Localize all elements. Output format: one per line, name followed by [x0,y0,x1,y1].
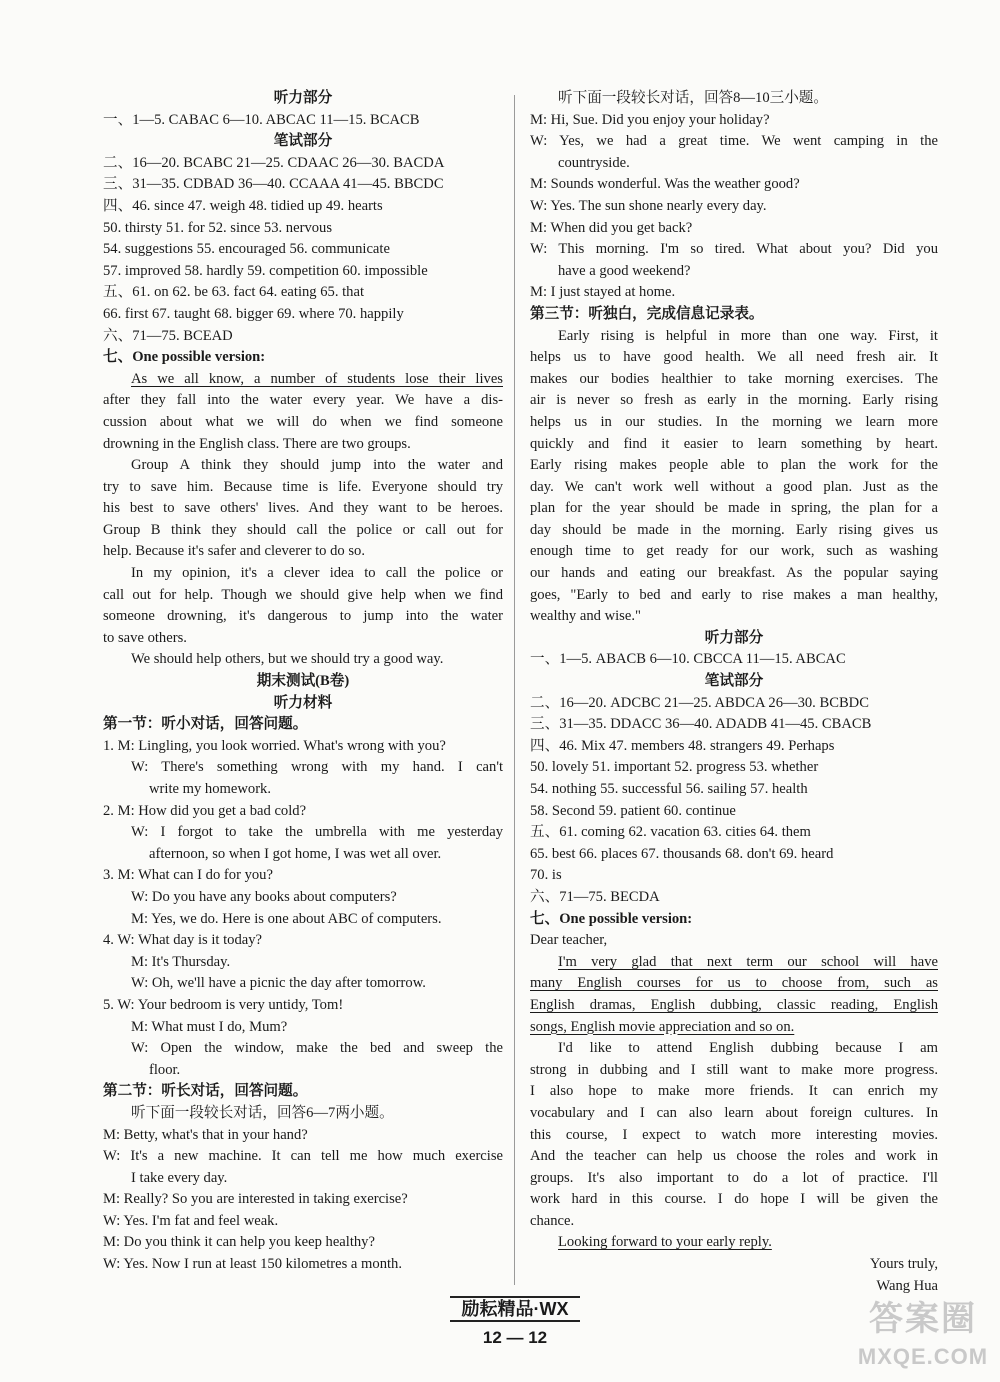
text-line [103,995,503,1017]
text-line-content: 4. W: What day is it today? [103,932,263,949]
text-line [103,412,503,434]
text-line-content: 2. M: How did you get a bad cold? [103,802,307,819]
text-line [530,304,938,326]
text-line [530,844,938,866]
text-line-content: helps us to have good health. We all need fresh air. It [530,349,938,366]
text-line-content: his best to save others' lives. And they want to be heroes. [103,500,503,517]
text-line [103,110,503,132]
text-line-content: write my homework. [149,781,271,797]
text-line [103,390,503,412]
text-line [103,952,503,974]
text-line [530,995,938,1017]
text-line [103,606,503,628]
text-line [530,585,938,607]
text-line [530,520,938,542]
text-line [530,1232,938,1254]
text-line [103,1211,503,1233]
text-line [103,196,503,218]
watermark-url: MXQE.COM [857,1344,989,1369]
text-line-content: 听下面一段较长对话，回答8—10三小题。 [558,90,828,106]
text-line [103,563,503,585]
text-line [530,779,938,801]
text-line [530,1146,938,1168]
text-line [103,865,503,887]
text-line [103,844,503,866]
text-line [103,714,503,736]
text-line [103,1168,503,1190]
text-line [530,1081,938,1103]
text-line-content: M: I just stayed at home. [530,284,676,301]
text-line-content: W: Oh, we'll have a picnic the day after tomorrow. [131,975,426,992]
text-line-content: our hands and eating our breakfast. As the popular saying [530,565,938,582]
text-line [530,282,938,304]
text-line-content: 听力部分 [704,629,764,646]
text-line-content: day should be made in the morning. Early rising gives us [530,521,938,538]
text-line [530,714,938,736]
text-line [530,1189,938,1211]
text-line-content: W: Yes. Now I run at least 150 kilometres a month. [103,1256,402,1273]
text-line [103,757,503,779]
text-line [103,1081,503,1103]
text-line-content: We should help others, but we should try a good way. [131,651,444,668]
text-line-content: Early rising is helpful in more than one way. First, it [558,327,938,344]
text-line [103,347,503,369]
text-line-content: 五、61. on 62. be 63. fact 64. eating 65. that [103,284,365,301]
text-line-content: songs, English movie appreciation and so on. [530,1018,795,1035]
text-line-content: 七、One possible version: [530,910,693,927]
text-line [103,1060,503,1082]
text-line [530,153,938,175]
text-line-content: W: There's something wrong with my hand. I can't [131,759,503,776]
text-line [103,930,503,952]
text-line [103,520,503,542]
text-line-content: countryside. [558,154,630,171]
text-line [530,736,938,758]
text-line-content: 50. thirsty 51. for 52. since 53. nervous [103,219,333,236]
text-line-content: Group B think they should call the police or call out for [103,521,503,538]
text-line-content: W: I forgot to take the umbrella with me yesterday [131,824,503,841]
text-line [530,649,938,671]
text-line-content: Wang Hua [876,1277,938,1294]
text-line-content: Looking forward to your early reply. [558,1234,772,1251]
text-line-content: I'm very glad that next term our school will have [558,953,938,970]
text-line-content: 五、61. coming 62. vacation 63. cities 64. them [530,824,811,841]
text-line-content: 期末测试(B卷) [256,673,350,690]
text-line-content: 54. suggestions 55. encouraged 56. communicate [103,241,390,258]
text-line-content: 四、46. Mix 47. members 48. strangers 49. Perhaps [530,737,835,754]
text-line [103,671,503,693]
text-line [530,196,938,218]
text-line [530,110,938,132]
text-line-content: 一、1—5. CABAC 6—10. ABCAC 11—15. BCACB [103,111,420,128]
text-line [530,628,938,650]
text-line [103,498,503,520]
text-line [103,693,503,715]
text-line-content: 65. best 66. places 67. thousands 68. don't 69. heard [530,845,834,862]
text-line [530,369,938,391]
text-line-content: 57. improved 58. hardly 59. competition 60. impossible [103,262,428,279]
text-line-content: 听力材料 [273,694,333,711]
text-line [103,887,503,909]
text-line [530,131,938,153]
text-line [103,1125,503,1147]
text-line-content: M: Really? So you are interested in taking exercise? [103,1191,408,1208]
text-line [530,174,938,196]
page-number: 12 — 12 [482,1328,548,1347]
text-line [103,1232,503,1254]
text-line-content: 50. lovely 51. important 52. progress 53. whether [530,759,819,776]
text-line-content: M: What must I do, Mum? [131,1018,288,1035]
text-line-content: 第一节：听小对话，回答问题。 [103,716,308,733]
text-line-content: 第三节：听独白，完成信息记录表。 [530,305,764,322]
text-line-content: 58. Second 59. patient 60. continue [530,802,736,819]
text-line [103,1103,503,1125]
text-line-content: I also hope to make more friends. It can enrich my [530,1083,938,1100]
text-line [103,88,503,110]
footer-brand: 励耘精品·WX [440,1296,590,1322]
text-line-content: As we all know, a number of students lose their lives [131,370,503,387]
text-line-content: 七、One possible version: [103,349,266,366]
text-line [103,261,503,283]
text-line-content: 二、16—20. BCABC 21—25. CDAAC 26—30. BACDA [103,154,445,171]
text-line-content: cussion about what we will do when we find someone [103,413,503,430]
text-line [103,736,503,758]
text-line-content: 四、46. since 47. weigh 48. tidied up 49. hearts [103,197,383,214]
text-line-content: have a good weekend? [558,262,691,279]
text-line-content: work hard in this course. I do hope I will be given the [530,1191,938,1208]
text-line [530,563,938,585]
text-line-content: 70. is [530,867,562,884]
text-line [103,1146,503,1168]
text-line [530,88,938,110]
text-line [530,930,938,952]
text-line [530,1038,938,1060]
text-line [103,239,503,261]
text-line [103,585,503,607]
text-line-content: And the teacher can help us choose the roles and work in [530,1148,938,1165]
text-line-content: W: Open the window, make the bed and sweep the [131,1040,503,1057]
text-line-content: M: When did you get back? [530,219,693,236]
text-line-content: 66. first 67. taught 68. bigger 69. where 70. happily [103,305,404,322]
text-line [103,1254,503,1276]
text-line-content: makes our bodies healthier to take morning exercises. The [530,370,938,387]
text-line [103,282,503,304]
text-line [530,973,938,995]
text-line-content: 一、1—5. ABACB 6—10. CBCCA 11—15. ABCAC [530,651,846,668]
text-line-content: 听下面一段较长对话，回答6—7两小题。 [131,1104,394,1121]
text-line-content: chance. [530,1212,575,1229]
text-line-content: W: It's a new machine. It can tell me how much exercise [103,1148,503,1165]
text-line [103,174,503,196]
text-line-content: enough time to get ready for our work, such as washing [530,543,938,560]
text-line [103,131,503,153]
text-line-content: 听力部分 [273,90,333,106]
text-line [530,261,938,283]
text-line [530,693,938,715]
text-line-content: someone drowning, it's dangerous to jump into the water [103,608,503,625]
text-line [103,909,503,931]
text-line-content: after they fall into the water every year. We have a dis- [103,392,503,409]
text-line-content: W: This morning. I'm so tired. What about you? Did you [530,241,938,258]
text-line [530,390,938,412]
text-line-content: try to save him. Because time is life. Everyone should try [103,478,503,495]
text-line-content: air is never so fresh as early in the morning. Early rising [530,392,938,409]
text-line [530,477,938,499]
text-line [530,1211,938,1233]
text-line-content: W: Yes. The sun shone nearly every day. [530,197,767,214]
text-line [103,1038,503,1060]
text-line [530,498,938,520]
text-line-content: groups. It's also important to do a lot of practice. I'll [530,1169,938,1186]
text-line-content: M: Yes, we do. Here is one about ABC of computers. [131,910,442,927]
text-line-content: wealthy and wise." [530,608,641,625]
text-line [103,801,503,823]
text-line-content: I take every day. [131,1169,228,1186]
watermark-title: 答案圈 [869,1300,977,1338]
text-line [530,218,938,240]
text-line [530,909,938,931]
text-line [103,304,503,326]
text-line [530,822,938,844]
text-line [103,153,503,175]
text-line-content: W: Yes, we had a great time. We went camping in the [530,133,938,150]
text-line-content: afternoon, so when I got home, I was wet all over. [149,845,442,862]
text-line-content: floor. [149,1061,181,1078]
text-line-content: vocabulary and I can also learn about foreign cultures. In [530,1104,938,1121]
text-line [103,369,503,391]
column-divider [514,95,515,1285]
text-line-content: strong in dubbing and I still want to make more progress. [530,1061,938,1078]
text-line [530,326,938,348]
left-column [103,88,503,1276]
text-line-content: Dear teacher, [530,932,608,949]
text-line [103,779,503,801]
text-line-content: M: Sounds wonderful. Was the weather good? [530,176,800,193]
text-line-content: many English courses for us to choose from, such as [530,975,938,992]
text-line-content: 六、71—75. BECDA [530,888,660,905]
text-line [530,887,938,909]
text-line-content: I'd like to attend English dubbing because I am [558,1040,938,1057]
text-line-content: 笔试部分 [273,133,333,150]
text-line-content: help. Because it's safer and cleverer to do so. [103,543,365,560]
text-line [103,326,503,348]
text-line-content: M: Betty, what's that in your hand? [103,1126,308,1143]
text-line [103,218,503,240]
text-line-content: 六、71—75. BCEAD [103,327,233,344]
text-line-content: goes, "Early to bed and early to rise makes a man healthy, [530,586,938,603]
text-line [530,455,938,477]
text-line [530,1254,938,1276]
text-line-content: 三、31—35. CDBAD 36—40. CCAAA 41—45. BBCDC [103,176,444,193]
text-line [530,865,938,887]
text-line [530,541,938,563]
text-line-content: to save others. [103,629,187,646]
text-line-content: helps us in our studies. In the morning we learn more [530,413,938,430]
text-line [530,1103,938,1125]
text-line-content: 5. W: Your bedroom is very untidy, Tom! [103,996,344,1013]
text-line [103,973,503,995]
text-line [530,347,938,369]
text-line [530,239,938,261]
text-line [103,477,503,499]
text-line-content: M: Hi, Sue. Did you enjoy your holiday? [530,111,770,128]
text-line-content: 二、16—20. ADCBC 21—25. ABDCA 26—30. BCBDC [530,694,869,711]
text-line-content: 第二节：听长对话，回答问题。 [103,1083,308,1100]
text-line-content: call out for help. Though we should give help when we find [103,586,503,603]
text-line [103,822,503,844]
text-line-content: English dramas, English dubbing, classic reading, English [530,996,938,1013]
text-line-content: 三、31—35. DDACC 36—40. ADADB 41—45. CBACB [530,716,872,733]
text-line [530,952,938,974]
text-line-content: M: Do you think it can help you keep healthy? [103,1234,375,1251]
text-line-content: this course, I expect to watch more interesting movies. [530,1126,938,1143]
text-line [103,649,503,671]
text-line [530,801,938,823]
text-line [530,671,938,693]
right-column [530,88,938,1297]
text-line-content: drowning in the English class. There are two groups. [103,435,411,452]
text-line [103,455,503,477]
text-line-content: plan for the year should be made in spring, the plan for a [530,500,938,517]
text-line [530,1276,938,1298]
text-line-content: quickly and find it easier to learn something by heart. [530,435,938,452]
text-line [103,628,503,650]
text-line [103,434,503,456]
text-line-content: 1. M: Lingling, you look worried. What's wrong with you? [103,737,446,754]
text-line-content: W: Yes. I'm fat and feel weak. [103,1212,279,1229]
text-line [103,541,503,563]
text-line-content: Group A think they should jump into the water and [131,457,503,474]
text-line [530,1017,938,1039]
text-line [530,1125,938,1147]
text-line-content: 笔试部分 [704,673,764,690]
watermark-logo [848,1296,998,1380]
text-line-content: Early rising makes people able to plan the work for the [530,457,938,474]
text-line [103,1017,503,1039]
text-line [530,434,938,456]
text-line-content: day. We can't work well without a good plan. Just as the [530,478,938,495]
text-line-content: In my opinion, it's a clever idea to call the police or [131,565,503,582]
text-line-content: 54. nothing 55. successful 56. sailing 57. health [530,781,808,797]
text-line-content: W: Do you have any books about computers? [131,888,397,905]
text-line [530,606,938,628]
text-line-content: 3. M: What can I do for you? [103,867,273,884]
text-line [530,757,938,779]
text-line [530,1168,938,1190]
text-line [103,1189,503,1211]
text-line [530,1060,938,1082]
text-line-content: M: It's Thursday. [131,953,231,970]
text-line-content: Yours truly, [869,1256,938,1273]
text-line [530,412,938,434]
